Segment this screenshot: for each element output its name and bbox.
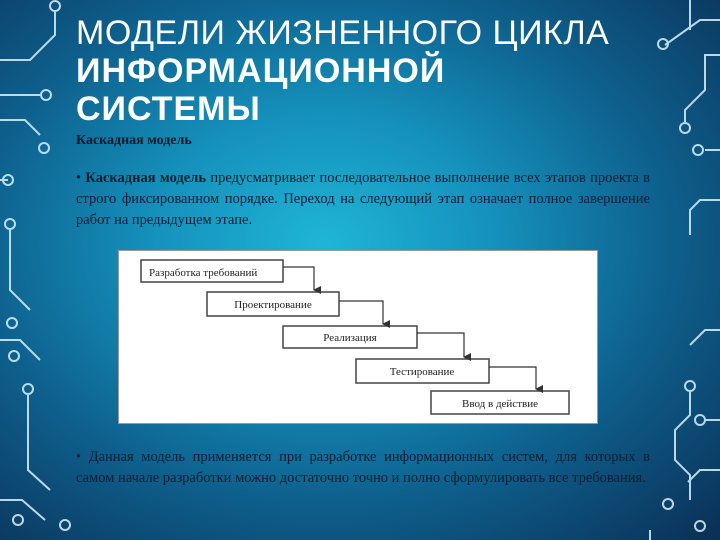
bold-term: Каскадная модель xyxy=(85,170,206,186)
stage-label-3: Реализация xyxy=(323,332,377,344)
paragraph-1 xyxy=(76,168,650,231)
slide-title xyxy=(76,14,676,128)
connector-2 xyxy=(339,301,383,324)
stage-label-5: Ввод в действие xyxy=(462,398,538,410)
title-line-2: ИНФОРМАЦИОННОЙ xyxy=(76,52,446,90)
paragraph-2: • Данная модель применяется при разработке информационных систем, для которых в самом начале разработки можно достаточно точно и полно сформулировать все требования. xyxy=(76,449,650,486)
waterfall-diagram xyxy=(118,250,598,424)
stage-label-1: Разработка требований xyxy=(149,267,258,279)
paragraph-1-text: предусматривает последовательное выполнение всех этапов проекта в строго фиксированном порядке. Переход на следующий этап означает полное завершение работ на предыдущем этапе. xyxy=(76,170,650,228)
connector-1 xyxy=(283,267,314,290)
title-line-3: СИСТЕМЫ xyxy=(76,90,261,128)
stage-label-4: Тестирование xyxy=(389,366,455,378)
stage-label-2: Проектирование xyxy=(234,299,312,311)
bullet: • xyxy=(76,170,82,186)
connector-4 xyxy=(489,367,536,389)
title-line-1: МОДЕЛИ ЖИЗНЕННОГО ЦИКЛА xyxy=(76,14,610,52)
connector-3 xyxy=(417,333,464,357)
subtitle: Каскадная модель xyxy=(76,133,192,148)
